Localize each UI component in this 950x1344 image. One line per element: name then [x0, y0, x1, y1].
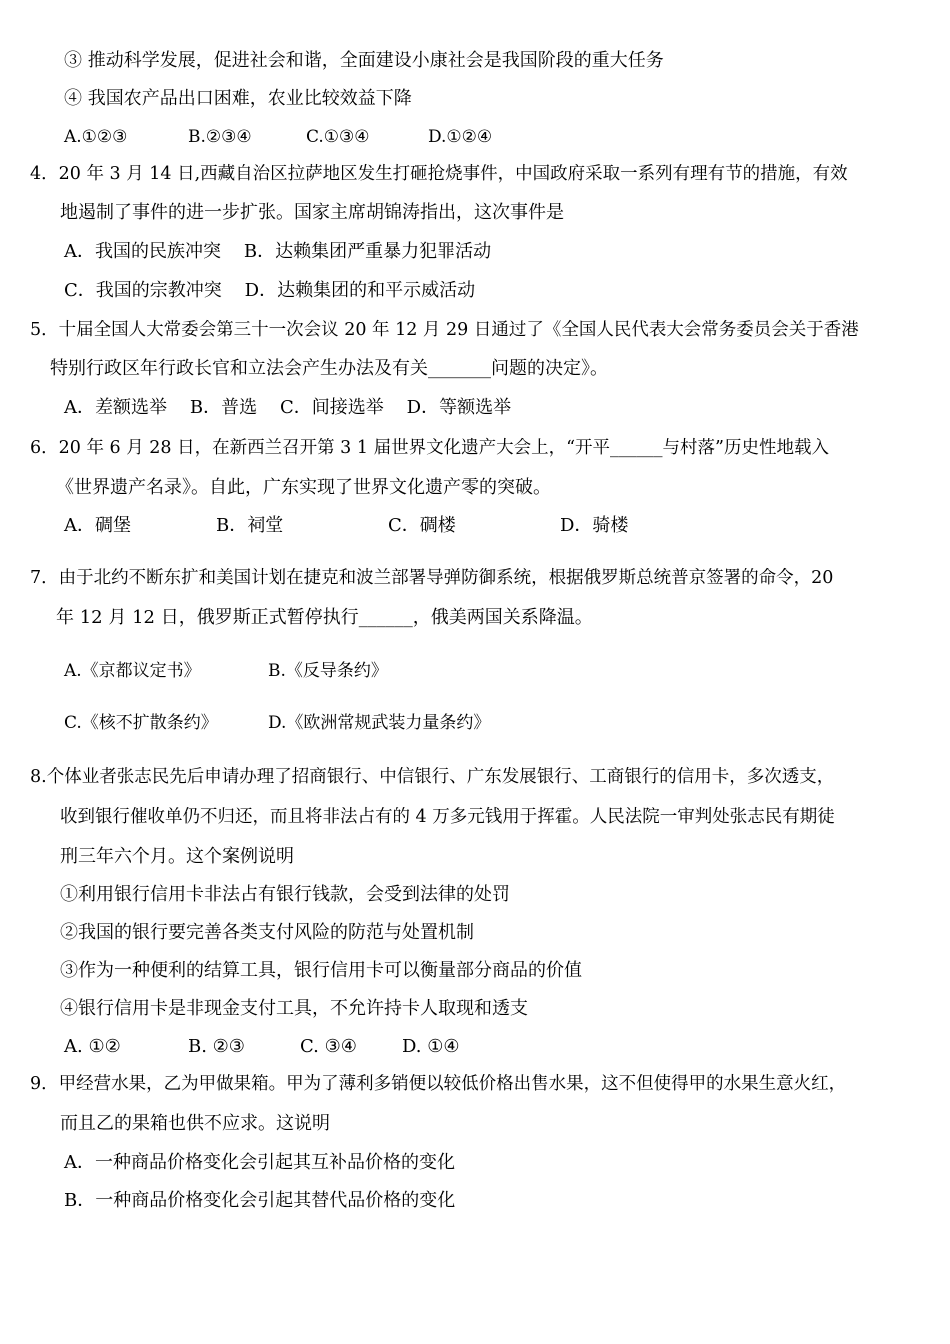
q9-stem-line-2: 而且乙的果箱也供不应求。这说明 [60, 1113, 330, 1134]
q8-item-2: ②我国的银行要完善各类支付风险的防范与处置机制 [60, 922, 474, 943]
q7-option-b: B.《反导条约》 [268, 661, 388, 681]
q3-item-4: ④ 我国农产品出口困难，农业比较效益下降 [64, 88, 412, 109]
q8-item-4: ④银行信用卡是非现金支付工具，不允许持卡人取现和透支 [60, 998, 528, 1019]
q7-option-d: D.《欧洲常规武装力量条约》 [268, 713, 491, 733]
q6-option-d: D．骑楼 [560, 515, 629, 536]
q5-options: A．差额选举 B．普选 C．间接选举 D．等额选举 [64, 397, 512, 418]
q6-option-b: B．祠堂 [216, 515, 284, 536]
q7-option-c: C.《核不扩散条约》 [64, 713, 218, 733]
q9-stem-line-1: 9．甲经营水果，乙为甲做果箱。甲为了薄利多销便以较低价格出售水果，这不但使得甲的水果生意火红， [30, 1074, 847, 1094]
q7-option-a: A.《京都议定书》 [64, 661, 201, 681]
q4-stem-line-1: 4．20 年 3 月 14 日,西藏自治区拉萨地区发生打砸抢烧事件，中国政府采取一系列有理有节的措施，有效 [30, 164, 848, 184]
q4-options-row-2: C．我国的宗教冲突 D．达赖集团的和平示威活动 [64, 280, 476, 301]
q4-options-row-1: A．我国的民族冲突 B．达赖集团严重暴力犯罪活动 [64, 241, 492, 262]
q3-item-3: ③ 推动科学发展，促进社会和谐，全面建设小康社会是我国阶段的重大任务 [64, 50, 664, 71]
q8-stem-line-2: 收到银行催收单仍不归还，而且将非法占有的 4 万多元钱用于挥霍。人民法院一审判处张志民有期徒 [60, 807, 835, 827]
q9-option-b: B．一种商品价格变化会引起其替代品价格的变化 [64, 1190, 456, 1211]
q3-option-a: A.①②③ [64, 127, 128, 147]
q8-option-a: A. ①② [64, 1036, 121, 1057]
q8-item-3: ③作为一种便利的结算工具，银行信用卡可以衡量部分商品的价值 [60, 960, 582, 981]
q6-stem-line-1: 6．20 年 6 月 28 日，在新西兰召开第 3 1 届世界文化遗产大会上，“开平______与村落”历史性地载入 [30, 438, 829, 458]
q8-stem-line-3: 刑三年六个月。这个案例说明 [60, 846, 294, 867]
q7-stem-line-2: 年 12 月 12 日，俄罗斯正式暂停执行______，俄美两国关系降温。 [56, 607, 593, 628]
q8-option-d: D. ①④ [402, 1036, 460, 1057]
q9-option-a: A．一种商品价格变化会引起其互补品价格的变化 [64, 1152, 455, 1173]
q8-option-c: C. ③④ [300, 1036, 357, 1057]
q8-item-1: ①利用银行信用卡非法占有银行钱款，会受到法律的处罚 [60, 884, 510, 905]
q6-stem-line-2: 《世界遗产名录》。自此，广东实现了世界文化遗产零的突破。 [56, 477, 551, 498]
q4-stem-line-2: 地遏制了事件的进一步扩张。国家主席胡锦涛指出，这次事件是 [60, 202, 564, 223]
q6-option-a: A．碉堡 [64, 515, 131, 536]
q6-option-c: C．碉楼 [388, 515, 456, 536]
q8-option-b: B. ②③ [188, 1036, 245, 1057]
q5-stem-line-2: 特别行政区年行政长官和立法会产生办法及有关_______问题的决定》。 [50, 358, 608, 379]
q3-option-d: D.①②④ [428, 127, 493, 147]
q7-stem-line-1: 7．由于北约不断东扩和美国计划在捷克和波兰部署导弹防御系统，根据俄罗斯总统普京签署的命令，20 [30, 568, 834, 588]
q3-option-b: B.②③④ [188, 127, 252, 147]
q8-stem-line-1: 8.个体业者张志民先后申请办理了招商银行、中信银行、广东发展银行、工商银行的信用卡，多次透支， [30, 767, 835, 787]
q5-stem-line-1: 5．十届全国人大常委会第三十一次会议 20 年 12 月 29 日通过了《全国人民代表大会常务委员会关于香港 [30, 320, 859, 340]
q3-option-c: C.①③④ [306, 127, 370, 147]
